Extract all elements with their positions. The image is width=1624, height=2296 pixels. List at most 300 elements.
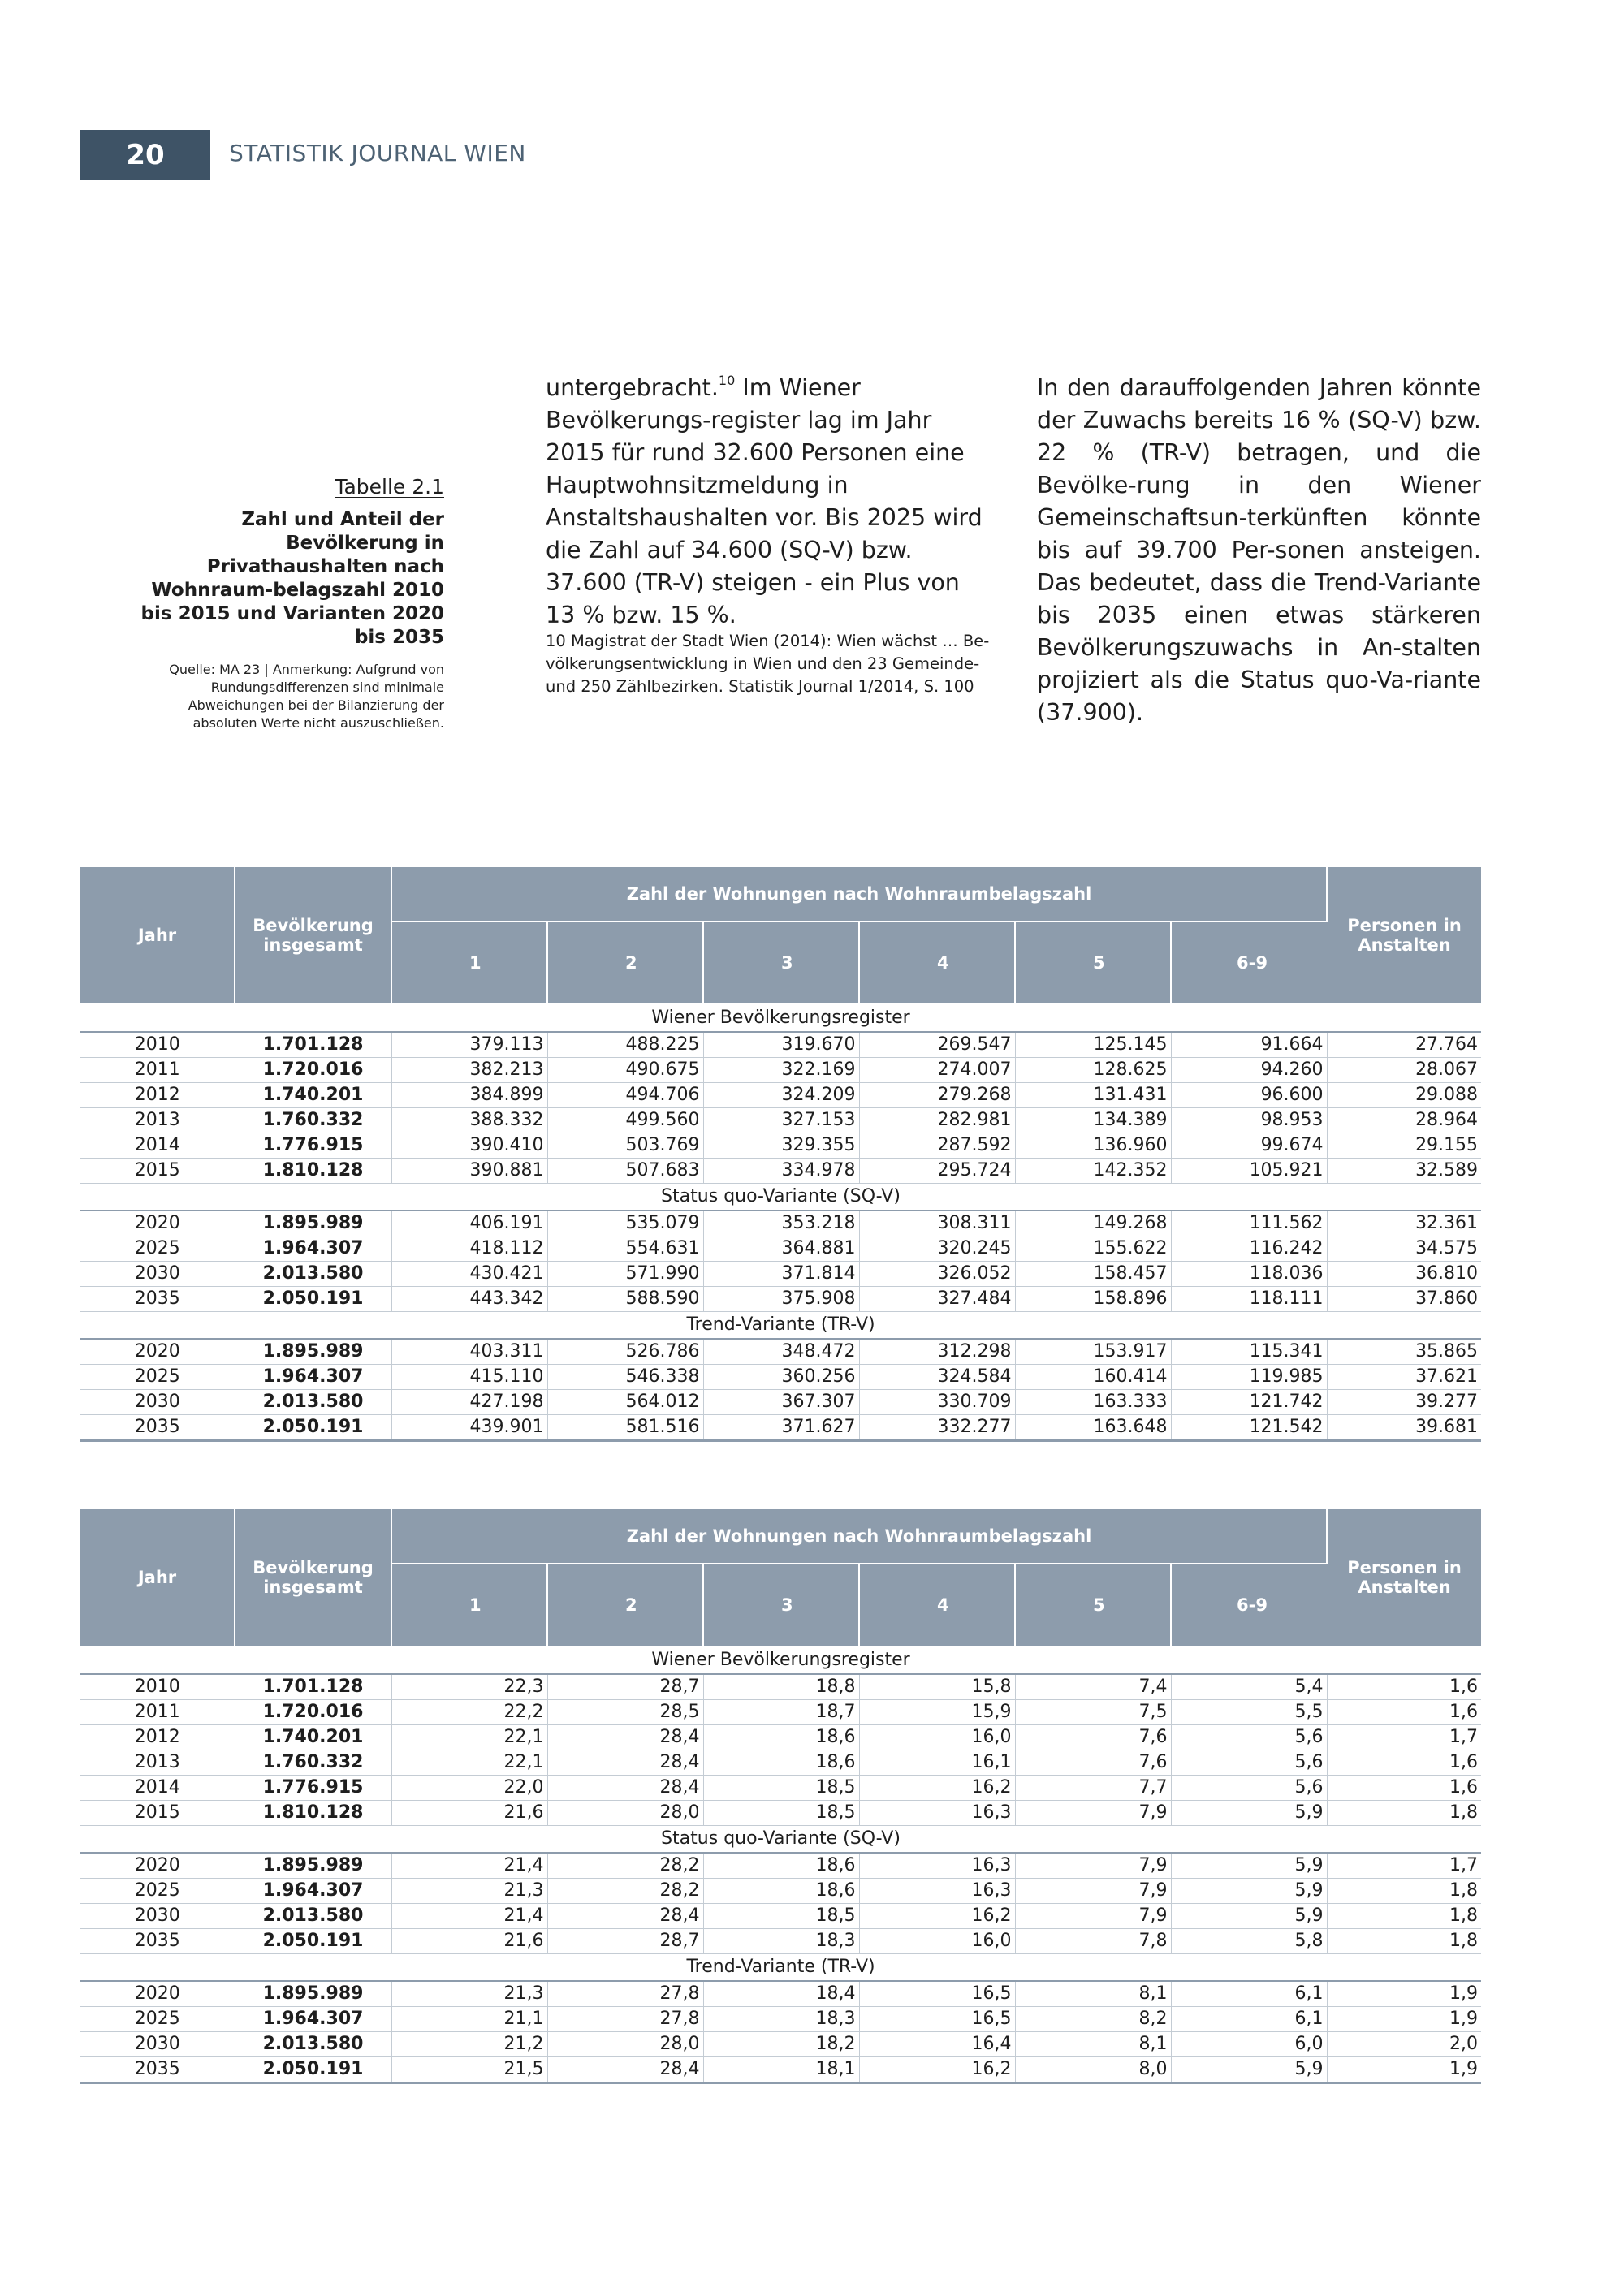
section-row bbox=[80, 1312, 1481, 1340]
cell-occupancy-4: 16,2 bbox=[859, 1904, 1015, 1929]
cell-occupancy-6-9: 5,6 bbox=[1171, 1750, 1327, 1776]
cell-year: 2035 bbox=[80, 1929, 235, 1954]
section-title: Wiener Bevölkerungsregister bbox=[80, 1004, 1481, 1032]
cell-persons-in-institutions: 1,7 bbox=[1327, 1725, 1481, 1750]
cell-population-total: 1.810.128 bbox=[235, 1801, 391, 1826]
cell-occupancy-2: 554.631 bbox=[547, 1236, 703, 1262]
cell-occupancy-2: 499.560 bbox=[547, 1108, 703, 1133]
cell-occupancy-6-9: 116.242 bbox=[1171, 1236, 1327, 1262]
cell-occupancy-6-9: 5,9 bbox=[1171, 1904, 1327, 1929]
cell-occupancy-4: 326.052 bbox=[859, 1262, 1015, 1287]
cell-population-total: 1.740.201 bbox=[235, 1083, 391, 1108]
cell-occupancy-6-9: 5,4 bbox=[1171, 1674, 1327, 1700]
cell-occupancy-6-9: 5,9 bbox=[1171, 1801, 1327, 1826]
cell-population-total: 1.701.128 bbox=[235, 1032, 391, 1058]
cell-persons-in-institutions: 34.575 bbox=[1327, 1236, 1481, 1262]
table-body bbox=[80, 1004, 1481, 1441]
cell-occupancy-4: 16,0 bbox=[859, 1929, 1015, 1954]
cell-year: 2030 bbox=[80, 2032, 235, 2057]
cell-occupancy-2: 28,2 bbox=[547, 1879, 703, 1904]
cell-occupancy-1: 22,1 bbox=[391, 1750, 547, 1776]
cell-occupancy-1: 430.421 bbox=[391, 1262, 547, 1287]
cell-occupancy-4: 16,5 bbox=[859, 2007, 1015, 2032]
cell-occupancy-6-9: 6,1 bbox=[1171, 2007, 1327, 2032]
cell-occupancy-6-9: 5,9 bbox=[1171, 1853, 1327, 1879]
table-row bbox=[80, 1108, 1481, 1133]
cell-persons-in-institutions: 1,8 bbox=[1327, 1879, 1481, 1904]
cell-year: 2035 bbox=[80, 1415, 235, 1441]
cell-occupancy-2: 28,4 bbox=[547, 1750, 703, 1776]
cell-occupancy-1: 21,5 bbox=[391, 2057, 547, 2083]
cell-occupancy-3: 327.153 bbox=[703, 1108, 859, 1133]
cell-occupancy-5: 153.917 bbox=[1015, 1339, 1171, 1365]
header-occupancy-1: 1 bbox=[391, 1564, 547, 1646]
cell-occupancy-6-9: 5,6 bbox=[1171, 1776, 1327, 1801]
cell-persons-in-institutions: 1,9 bbox=[1327, 1981, 1481, 2007]
cell-year: 2035 bbox=[80, 2057, 235, 2083]
cell-population-total: 1.720.016 bbox=[235, 1058, 391, 1083]
cell-occupancy-3: 360.256 bbox=[703, 1365, 859, 1390]
cell-year: 2010 bbox=[80, 1674, 235, 1700]
cell-occupancy-3: 18,6 bbox=[703, 1879, 859, 1904]
cell-occupancy-5: 7,7 bbox=[1015, 1776, 1171, 1801]
cell-occupancy-4: 308.311 bbox=[859, 1211, 1015, 1236]
header-persons-in-institutions: Personen in Anstalten bbox=[1327, 1509, 1481, 1646]
table-row bbox=[80, 1801, 1481, 1826]
cell-year: 2030 bbox=[80, 1904, 235, 1929]
cell-occupancy-6-9: 118.111 bbox=[1171, 1287, 1327, 1312]
section-title: Trend-Variante (TR-V) bbox=[80, 1312, 1481, 1340]
cell-occupancy-2: 27,8 bbox=[547, 1981, 703, 2007]
header-population-total: Bevölkerung insgesamt bbox=[235, 1509, 391, 1646]
cell-occupancy-5: 131.431 bbox=[1015, 1083, 1171, 1108]
cell-occupancy-4: 312.298 bbox=[859, 1339, 1015, 1365]
cell-occupancy-3: 18,5 bbox=[703, 1801, 859, 1826]
cell-occupancy-4: 16,5 bbox=[859, 1981, 1015, 2007]
cell-occupancy-5: 7,6 bbox=[1015, 1725, 1171, 1750]
header-dwellings-group: Zahl der Wohnungen nach Wohnraumbelagszahl bbox=[391, 1509, 1327, 1564]
cell-occupancy-2: 28,0 bbox=[547, 1801, 703, 1826]
cell-occupancy-2: 28,4 bbox=[547, 1904, 703, 1929]
cell-occupancy-4: 16,4 bbox=[859, 2032, 1015, 2057]
header-occupancy-2: 2 bbox=[547, 1564, 703, 1646]
cell-year: 2011 bbox=[80, 1058, 235, 1083]
cell-occupancy-3: 334.978 bbox=[703, 1159, 859, 1184]
cell-population-total: 1.776.915 bbox=[235, 1133, 391, 1159]
cell-persons-in-institutions: 29.088 bbox=[1327, 1083, 1481, 1108]
page-number: 20 bbox=[80, 130, 210, 180]
cell-persons-in-institutions: 1,6 bbox=[1327, 1750, 1481, 1776]
cell-year: 2025 bbox=[80, 1879, 235, 1904]
cell-year: 2020 bbox=[80, 1981, 235, 2007]
cell-occupancy-5: 163.648 bbox=[1015, 1415, 1171, 1441]
cell-persons-in-institutions: 1,6 bbox=[1327, 1700, 1481, 1725]
table-title: Zahl und Anteil der Bevölkerung in Privathaushalten nach Wohnraum-belagszahl 2010 bis 2015 und Varianten 2020 bis 2035 bbox=[140, 509, 444, 648]
header-year: Jahr bbox=[80, 867, 235, 1004]
cell-population-total: 1.964.307 bbox=[235, 1365, 391, 1390]
table-row bbox=[80, 2032, 1481, 2057]
cell-occupancy-4: 324.584 bbox=[859, 1365, 1015, 1390]
cell-occupancy-3: 18,6 bbox=[703, 1725, 859, 1750]
cell-occupancy-5: 128.625 bbox=[1015, 1058, 1171, 1083]
cell-persons-in-institutions: 32.361 bbox=[1327, 1211, 1481, 1236]
cell-occupancy-2: 27,8 bbox=[547, 2007, 703, 2032]
section-row bbox=[80, 1954, 1481, 1982]
cell-population-total: 2.013.580 bbox=[235, 2032, 391, 2057]
header-occupancy-6-9: 6-9 bbox=[1171, 1564, 1327, 1646]
cell-occupancy-1: 21,4 bbox=[391, 1904, 547, 1929]
cell-occupancy-2: 28,7 bbox=[547, 1929, 703, 1954]
cell-occupancy-1: 390.410 bbox=[391, 1133, 547, 1159]
cell-occupancy-2: 588.590 bbox=[547, 1287, 703, 1312]
cell-occupancy-2: 494.706 bbox=[547, 1083, 703, 1108]
cell-occupancy-3: 18,3 bbox=[703, 2007, 859, 2032]
table-row bbox=[80, 1262, 1481, 1287]
cell-occupancy-5: 7,9 bbox=[1015, 1879, 1171, 1904]
header-occupancy-4: 4 bbox=[859, 921, 1015, 1004]
cell-year: 2010 bbox=[80, 1032, 235, 1058]
cell-year: 2020 bbox=[80, 1853, 235, 1879]
cell-occupancy-6-9: 5,9 bbox=[1171, 2057, 1327, 2083]
cell-occupancy-2: 28,4 bbox=[547, 1725, 703, 1750]
cell-population-total: 2.013.580 bbox=[235, 1262, 391, 1287]
cell-occupancy-1: 439.901 bbox=[391, 1415, 547, 1441]
cell-occupancy-6-9: 6,0 bbox=[1171, 2032, 1327, 2057]
cell-occupancy-6-9: 5,8 bbox=[1171, 1929, 1327, 1954]
cell-year: 2015 bbox=[80, 1159, 235, 1184]
cell-occupancy-4: 330.709 bbox=[859, 1390, 1015, 1415]
cell-occupancy-5: 163.333 bbox=[1015, 1390, 1171, 1415]
cell-occupancy-5: 8,1 bbox=[1015, 2032, 1171, 2057]
cell-occupancy-1: 22,2 bbox=[391, 1700, 547, 1725]
cell-occupancy-6-9: 91.664 bbox=[1171, 1032, 1327, 1058]
cell-occupancy-1: 415.110 bbox=[391, 1365, 547, 1390]
header-year: Jahr bbox=[80, 1509, 235, 1646]
cell-occupancy-6-9: 111.562 bbox=[1171, 1211, 1327, 1236]
cell-occupancy-4: 269.547 bbox=[859, 1032, 1015, 1058]
cell-persons-in-institutions: 28.964 bbox=[1327, 1108, 1481, 1133]
header-occupancy-1: 1 bbox=[391, 921, 547, 1004]
cell-occupancy-5: 7,9 bbox=[1015, 1853, 1171, 1879]
header-occupancy-2: 2 bbox=[547, 921, 703, 1004]
cell-occupancy-5: 125.145 bbox=[1015, 1032, 1171, 1058]
cell-occupancy-2: 490.675 bbox=[547, 1058, 703, 1083]
cell-occupancy-3: 18,7 bbox=[703, 1700, 859, 1725]
cell-occupancy-5: 7,9 bbox=[1015, 1801, 1171, 1826]
cell-persons-in-institutions: 1,9 bbox=[1327, 2057, 1481, 2083]
table-row bbox=[80, 1032, 1481, 1058]
section-row bbox=[80, 1826, 1481, 1854]
table-row bbox=[80, 1415, 1481, 1441]
cell-persons-in-institutions: 28.067 bbox=[1327, 1058, 1481, 1083]
cell-year: 2013 bbox=[80, 1750, 235, 1776]
cell-occupancy-3: 18,6 bbox=[703, 1750, 859, 1776]
cell-occupancy-3: 18,8 bbox=[703, 1674, 859, 1700]
cell-occupancy-5: 7,8 bbox=[1015, 1929, 1171, 1954]
cell-occupancy-1: 22,0 bbox=[391, 1776, 547, 1801]
cell-occupancy-5: 158.896 bbox=[1015, 1287, 1171, 1312]
cell-population-total: 1.760.332 bbox=[235, 1108, 391, 1133]
cell-persons-in-institutions: 1,7 bbox=[1327, 1853, 1481, 1879]
cell-population-total: 1.895.989 bbox=[235, 1339, 391, 1365]
cell-occupancy-3: 324.209 bbox=[703, 1083, 859, 1108]
section-title: Trend-Variante (TR-V) bbox=[80, 1954, 1481, 1982]
footnote-reference[interactable]: 10 bbox=[718, 373, 736, 388]
cell-year: 2035 bbox=[80, 1287, 235, 1312]
cell-occupancy-1: 427.198 bbox=[391, 1390, 547, 1415]
cell-occupancy-2: 28,0 bbox=[547, 2032, 703, 2057]
cell-occupancy-1: 21,3 bbox=[391, 1981, 547, 2007]
cell-occupancy-4: 274.007 bbox=[859, 1058, 1015, 1083]
section-row bbox=[80, 1646, 1481, 1674]
cell-occupancy-2: 28,7 bbox=[547, 1674, 703, 1700]
cell-occupancy-3: 18,3 bbox=[703, 1929, 859, 1954]
cell-occupancy-3: 364.881 bbox=[703, 1236, 859, 1262]
table-source-note: Quelle: MA 23 | Anmerkung: Aufgrund von Rundungsdifferenzen sind minimale Abweichungen bei der Bilanzierung der absoluten Werte nicht auszuschließen. bbox=[169, 662, 444, 731]
cell-year: 2012 bbox=[80, 1725, 235, 1750]
cell-occupancy-3: 18,5 bbox=[703, 1904, 859, 1929]
cell-occupancy-3: 18,4 bbox=[703, 1981, 859, 2007]
cell-persons-in-institutions: 1,9 bbox=[1327, 2007, 1481, 2032]
cell-occupancy-1: 21,1 bbox=[391, 2007, 547, 2032]
header-occupancy-5: 5 bbox=[1015, 921, 1171, 1004]
cell-occupancy-4: 15,8 bbox=[859, 1674, 1015, 1700]
cell-year: 2014 bbox=[80, 1776, 235, 1801]
cell-persons-in-institutions: 1,8 bbox=[1327, 1929, 1481, 1954]
cell-persons-in-institutions: 32.589 bbox=[1327, 1159, 1481, 1184]
cell-occupancy-6-9: 99.674 bbox=[1171, 1133, 1327, 1159]
cell-occupancy-5: 7,6 bbox=[1015, 1750, 1171, 1776]
cell-year: 2014 bbox=[80, 1133, 235, 1159]
cell-occupancy-3: 322.169 bbox=[703, 1058, 859, 1083]
cell-occupancy-1: 21,6 bbox=[391, 1801, 547, 1826]
cell-occupancy-2: 526.786 bbox=[547, 1339, 703, 1365]
body-text-right: In den darauffolgenden Jahren könnte der Zuwachs bereits 16 % (SQ-V) bzw. 22 % (TR-V) betragen, und die Bevölke-rung in den Wiener Gemeinschaftsun-terkünften könnte bis auf 39.700 Per-sonen ansteigen. Das bedeutet, dass die Trend-Variante bis 2035 einen etwas stärkeren Bevölkerungszuwachs in An-stalten projiziert als die Status quo-Va-riante (37.900). bbox=[1037, 374, 1481, 726]
cell-population-total: 1.964.307 bbox=[235, 1879, 391, 1904]
table-row bbox=[80, 1058, 1481, 1083]
table-row bbox=[80, 1776, 1481, 1801]
cell-persons-in-institutions: 1,6 bbox=[1327, 1776, 1481, 1801]
cell-occupancy-6-9: 96.600 bbox=[1171, 1083, 1327, 1108]
header-persons-in-institutions: Personen in Anstalten bbox=[1327, 867, 1481, 1004]
cell-occupancy-5: 7,9 bbox=[1015, 1904, 1171, 1929]
cell-year: 2020 bbox=[80, 1339, 235, 1365]
cell-occupancy-6-9: 98.953 bbox=[1171, 1108, 1327, 1133]
cell-occupancy-3: 18,6 bbox=[703, 1853, 859, 1879]
cell-occupancy-6-9: 5,9 bbox=[1171, 1879, 1327, 1904]
cell-occupancy-3: 18,2 bbox=[703, 2032, 859, 2057]
cell-occupancy-6-9: 94.260 bbox=[1171, 1058, 1327, 1083]
table-percent-values bbox=[80, 1509, 1481, 2084]
cell-persons-in-institutions: 35.865 bbox=[1327, 1339, 1481, 1365]
cell-population-total: 2.050.191 bbox=[235, 2057, 391, 2083]
cell-persons-in-institutions: 2,0 bbox=[1327, 2032, 1481, 2057]
cell-occupancy-6-9: 121.742 bbox=[1171, 1390, 1327, 1415]
table-row bbox=[80, 1390, 1481, 1415]
cell-occupancy-1: 388.332 bbox=[391, 1108, 547, 1133]
table-row bbox=[80, 1211, 1481, 1236]
cell-occupancy-4: 16,3 bbox=[859, 1853, 1015, 1879]
cell-population-total: 1.895.989 bbox=[235, 1853, 391, 1879]
table-row bbox=[80, 1159, 1481, 1184]
cell-occupancy-4: 332.277 bbox=[859, 1415, 1015, 1441]
cell-population-total: 1.701.128 bbox=[235, 1674, 391, 1700]
cell-persons-in-institutions: 37.860 bbox=[1327, 1287, 1481, 1312]
cell-occupancy-6-9: 115.341 bbox=[1171, 1339, 1327, 1365]
cell-persons-in-institutions: 39.277 bbox=[1327, 1390, 1481, 1415]
cell-occupancy-1: 379.113 bbox=[391, 1032, 547, 1058]
cell-occupancy-4: 16,3 bbox=[859, 1879, 1015, 1904]
table-row bbox=[80, 1725, 1481, 1750]
table-row bbox=[80, 1083, 1481, 1108]
cell-population-total: 2.050.191 bbox=[235, 1415, 391, 1441]
cell-occupancy-5: 158.457 bbox=[1015, 1262, 1171, 1287]
journal-title: STATISTIK JOURNAL WIEN bbox=[229, 140, 526, 166]
table-row bbox=[80, 1879, 1481, 1904]
body-text-middle-start: untergebracht. bbox=[546, 374, 719, 401]
cell-persons-in-institutions: 36.810 bbox=[1327, 1262, 1481, 1287]
cell-occupancy-1: 22,3 bbox=[391, 1674, 547, 1700]
section-title: Status quo-Variante (SQ-V) bbox=[80, 1184, 1481, 1211]
cell-year: 2030 bbox=[80, 1262, 235, 1287]
cell-occupancy-6-9: 5,6 bbox=[1171, 1725, 1327, 1750]
table-row bbox=[80, 1750, 1481, 1776]
table-caption bbox=[122, 475, 444, 732]
cell-population-total: 1.964.307 bbox=[235, 2007, 391, 2032]
cell-occupancy-2: 503.769 bbox=[547, 1133, 703, 1159]
cell-occupancy-6-9: 5,5 bbox=[1171, 1700, 1327, 1725]
header-occupancy-3: 3 bbox=[703, 1564, 859, 1646]
cell-occupancy-3: 329.355 bbox=[703, 1133, 859, 1159]
cell-occupancy-4: 327.484 bbox=[859, 1287, 1015, 1312]
cell-occupancy-3: 371.627 bbox=[703, 1415, 859, 1441]
table-row bbox=[80, 2057, 1481, 2083]
cell-persons-in-institutions: 1,8 bbox=[1327, 1904, 1481, 1929]
header-occupancy-5: 5 bbox=[1015, 1564, 1171, 1646]
cell-year: 2025 bbox=[80, 1365, 235, 1390]
cell-occupancy-5: 142.352 bbox=[1015, 1159, 1171, 1184]
cell-occupancy-3: 348.472 bbox=[703, 1339, 859, 1365]
section-row bbox=[80, 1004, 1481, 1032]
cell-year: 2030 bbox=[80, 1390, 235, 1415]
cell-occupancy-4: 320.245 bbox=[859, 1236, 1015, 1262]
cell-persons-in-institutions: 39.681 bbox=[1327, 1415, 1481, 1441]
table-row bbox=[80, 1339, 1481, 1365]
table-row bbox=[80, 1853, 1481, 1879]
cell-occupancy-6-9: 121.542 bbox=[1171, 1415, 1327, 1441]
header-occupancy-4: 4 bbox=[859, 1564, 1015, 1646]
body-text-middle-rest: Im Wiener Bevölkerungs-register lag im Jahr 2015 für rund 32.600 Personen eine Hauptwohnsitzmeldung in Anstaltshaushalten vor. Bis 2025 wird die Zahl auf 34.600 (SQ-V) bzw. 37.600 (TR-V) steigen - ein Plus von 13 % bzw. 15 %. bbox=[546, 374, 983, 628]
cell-year: 2015 bbox=[80, 1801, 235, 1826]
cell-occupancy-2: 546.338 bbox=[547, 1365, 703, 1390]
header-dwellings-group: Zahl der Wohnungen nach Wohnraumbelagszahl bbox=[391, 867, 1327, 921]
table-row bbox=[80, 1904, 1481, 1929]
cell-occupancy-2: 507.683 bbox=[547, 1159, 703, 1184]
cell-occupancy-2: 564.012 bbox=[547, 1390, 703, 1415]
cell-occupancy-3: 18,5 bbox=[703, 1776, 859, 1801]
header-occupancy-3: 3 bbox=[703, 921, 859, 1004]
cell-population-total: 1.740.201 bbox=[235, 1725, 391, 1750]
cell-occupancy-4: 16,1 bbox=[859, 1750, 1015, 1776]
cell-occupancy-3: 375.908 bbox=[703, 1287, 859, 1312]
table-row bbox=[80, 1981, 1481, 2007]
cell-occupancy-4: 16,2 bbox=[859, 1776, 1015, 1801]
cell-year: 2013 bbox=[80, 1108, 235, 1133]
cell-occupancy-3: 353.218 bbox=[703, 1211, 859, 1236]
cell-occupancy-1: 418.112 bbox=[391, 1236, 547, 1262]
cell-occupancy-4: 295.724 bbox=[859, 1159, 1015, 1184]
cell-occupancy-1: 406.191 bbox=[391, 1211, 547, 1236]
cell-occupancy-1: 390.881 bbox=[391, 1159, 547, 1184]
cell-occupancy-3: 18,1 bbox=[703, 2057, 859, 2083]
cell-occupancy-1: 21,4 bbox=[391, 1853, 547, 1879]
cell-occupancy-4: 15,9 bbox=[859, 1700, 1015, 1725]
cell-occupancy-6-9: 6,1 bbox=[1171, 1981, 1327, 2007]
cell-year: 2012 bbox=[80, 1083, 235, 1108]
section-title: Wiener Bevölkerungsregister bbox=[80, 1646, 1481, 1674]
cell-occupancy-2: 28,5 bbox=[547, 1700, 703, 1725]
cell-population-total: 2.013.580 bbox=[235, 1390, 391, 1415]
cell-occupancy-3: 319.670 bbox=[703, 1032, 859, 1058]
cell-occupancy-2: 28,2 bbox=[547, 1853, 703, 1879]
cell-occupancy-4: 16,2 bbox=[859, 2057, 1015, 2083]
cell-occupancy-5: 134.389 bbox=[1015, 1108, 1171, 1133]
cell-occupancy-3: 367.307 bbox=[703, 1390, 859, 1415]
cell-occupancy-5: 8,2 bbox=[1015, 2007, 1171, 2032]
cell-occupancy-5: 160.414 bbox=[1015, 1365, 1171, 1390]
cell-year: 2025 bbox=[80, 2007, 235, 2032]
cell-occupancy-1: 21,6 bbox=[391, 1929, 547, 1954]
cell-persons-in-institutions: 1,6 bbox=[1327, 1674, 1481, 1700]
cell-persons-in-institutions: 1,8 bbox=[1327, 1801, 1481, 1826]
table-row bbox=[80, 1236, 1481, 1262]
cell-population-total: 1.720.016 bbox=[235, 1700, 391, 1725]
cell-occupancy-1: 21,3 bbox=[391, 1879, 547, 1904]
cell-population-total: 1.895.989 bbox=[235, 1211, 391, 1236]
body-text-middle bbox=[546, 372, 991, 632]
cell-occupancy-1: 443.342 bbox=[391, 1287, 547, 1312]
cell-population-total: 1.810.128 bbox=[235, 1159, 391, 1184]
cell-population-total: 1.964.307 bbox=[235, 1236, 391, 1262]
cell-occupancy-1: 382.213 bbox=[391, 1058, 547, 1083]
table-row bbox=[80, 1929, 1481, 1954]
section-row bbox=[80, 1184, 1481, 1211]
table-absolute-values bbox=[80, 867, 1481, 1442]
cell-occupancy-4: 279.268 bbox=[859, 1083, 1015, 1108]
cell-population-total: 1.895.989 bbox=[235, 1981, 391, 2007]
cell-occupancy-4: 16,3 bbox=[859, 1801, 1015, 1826]
table-row bbox=[80, 2007, 1481, 2032]
cell-occupancy-5: 149.268 bbox=[1015, 1211, 1171, 1236]
cell-persons-in-institutions: 27.764 bbox=[1327, 1032, 1481, 1058]
cell-occupancy-2: 28,4 bbox=[547, 1776, 703, 1801]
cell-occupancy-4: 287.592 bbox=[859, 1133, 1015, 1159]
cell-occupancy-5: 8,1 bbox=[1015, 1981, 1171, 2007]
header-population-total: Bevölkerung insgesamt bbox=[235, 867, 391, 1004]
cell-occupancy-6-9: 119.985 bbox=[1171, 1365, 1327, 1390]
cell-year: 2020 bbox=[80, 1211, 235, 1236]
table-row bbox=[80, 1700, 1481, 1725]
cell-occupancy-2: 488.225 bbox=[547, 1032, 703, 1058]
cell-population-total: 1.776.915 bbox=[235, 1776, 391, 1801]
cell-population-total: 2.050.191 bbox=[235, 1287, 391, 1312]
table-row bbox=[80, 1674, 1481, 1700]
cell-population-total: 1.760.332 bbox=[235, 1750, 391, 1776]
cell-occupancy-5: 8,0 bbox=[1015, 2057, 1171, 2083]
cell-occupancy-2: 28,4 bbox=[547, 2057, 703, 2083]
table-row bbox=[80, 1287, 1481, 1312]
cell-population-total: 2.013.580 bbox=[235, 1904, 391, 1929]
